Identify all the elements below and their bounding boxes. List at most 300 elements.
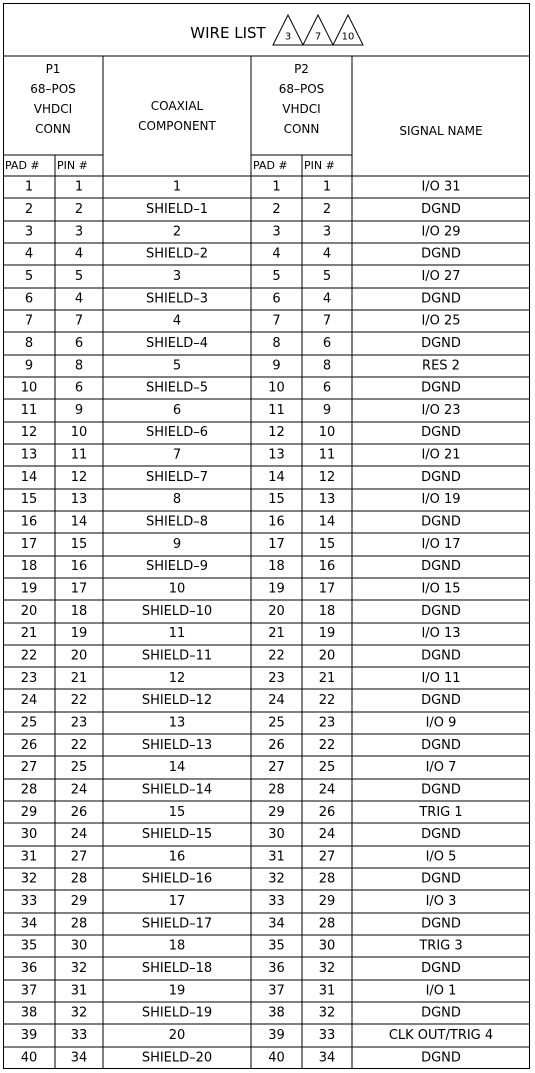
p2-pad-cell: 2 xyxy=(272,201,281,217)
p2-pad-cell: 7 xyxy=(272,313,281,329)
p1-pin-cell: 22 xyxy=(70,693,88,709)
p2-pad-cell: 25 xyxy=(268,715,285,731)
p1-pin-cell: 32 xyxy=(70,961,88,977)
p2-pad-cell: 27 xyxy=(268,760,285,776)
p2-pad-cell: 32 xyxy=(268,871,285,887)
p2-pin-cell: 21 xyxy=(318,670,336,686)
signal-cell: DGND xyxy=(421,1005,461,1021)
p2-pin-cell: 4 xyxy=(322,291,332,307)
p1-header-line: 68–POS xyxy=(30,82,76,96)
revision-number: 7 xyxy=(314,31,322,43)
p1-pad-cell: 6 xyxy=(24,291,34,307)
signal-cell: I/O 21 xyxy=(421,447,461,463)
p2-pad-cell: 19 xyxy=(268,581,285,597)
table-row xyxy=(21,1028,493,1043)
p2-pin-cell: 29 xyxy=(318,894,336,910)
p2-pin-cell: 5 xyxy=(322,268,332,284)
p2-pad-cell: 21 xyxy=(268,626,285,642)
p2-pin-cell: 24 xyxy=(318,827,336,843)
p1-pin-cell: 17 xyxy=(70,581,88,597)
p1-pin-cell: 8 xyxy=(74,358,84,374)
table-row xyxy=(21,470,461,485)
wire-list-sheet xyxy=(3,3,530,1069)
table-row xyxy=(21,1006,461,1021)
signal-cell: DGND xyxy=(421,246,461,262)
table-row xyxy=(21,448,461,463)
p2-pin-cell: 32 xyxy=(318,961,336,977)
p2-pin-cell: 22 xyxy=(318,737,336,753)
table-row xyxy=(21,559,461,574)
signal-cell: DGND xyxy=(421,737,461,753)
p2-pin-cell: 26 xyxy=(318,804,336,820)
signal-cell: I/O 27 xyxy=(421,268,461,284)
p1-pin-cell: 13 xyxy=(70,492,88,508)
p2-pad-cell: 15 xyxy=(268,492,285,508)
p1-pad-cell: 15 xyxy=(20,492,38,508)
table-row xyxy=(21,582,461,597)
p1-pin-cell: 16 xyxy=(70,559,88,575)
p2-pin-cell: 7 xyxy=(322,313,332,329)
table-row xyxy=(21,939,463,954)
p2-pin-cell: 6 xyxy=(322,380,332,396)
p2-pad-cell: 37 xyxy=(268,983,285,999)
p2-pin-cell: 6 xyxy=(322,335,332,351)
p1-pin-cell: 22 xyxy=(70,737,88,753)
p1-pad-cell: 33 xyxy=(20,894,38,910)
signal-cell: DGND xyxy=(421,514,461,530)
p2-pad-cell: 20 xyxy=(268,603,285,619)
signal-cell: DGND xyxy=(421,827,461,843)
coax-header-line: COAXIAL xyxy=(150,99,204,113)
p2-pad-cell: 34 xyxy=(268,916,285,932)
p1-pin-cell: 14 xyxy=(70,514,88,530)
table-row xyxy=(21,671,461,686)
p2-pad-cell: 24 xyxy=(268,693,285,709)
signal-cell: DGND xyxy=(421,916,461,932)
p1-pin-cell: 5 xyxy=(74,268,84,284)
p1-pad-cell: 10 xyxy=(20,380,38,396)
coax-cell: SHIELD–7 xyxy=(145,469,209,485)
signal-cell: I/O 29 xyxy=(421,224,461,240)
p2-pin-cell: 22 xyxy=(318,693,336,709)
p1-pin-cell: 34 xyxy=(70,1050,88,1066)
wire-list-grid xyxy=(3,3,530,1069)
signal-cell: DGND xyxy=(421,291,461,307)
p2-header-line: CONN xyxy=(283,122,320,136)
table-row xyxy=(21,805,463,820)
table-row xyxy=(21,872,461,887)
coax-cell: 15 xyxy=(168,804,186,820)
signal-cell: DGND xyxy=(421,603,461,619)
p2-pin-cell: 3 xyxy=(322,224,332,240)
p2-pin-cell: 9 xyxy=(322,402,332,418)
signal-cell: I/O 9 xyxy=(425,715,457,731)
p2-pad-cell: 8 xyxy=(272,335,281,351)
coax-cell: 20 xyxy=(168,1028,186,1044)
table-row xyxy=(21,760,457,775)
p1-header-line: VHDCI xyxy=(33,102,73,116)
p1-pin-cell: 24 xyxy=(70,782,88,798)
signal-cell: I/O 31 xyxy=(421,179,461,195)
p1-pin-cell: 33 xyxy=(70,1028,88,1044)
p2-pin-header: PIN # xyxy=(304,159,335,172)
signal-cell: DGND xyxy=(421,335,461,351)
p2-pad-cell: 22 xyxy=(268,648,285,664)
signal-cell: TRIG 1 xyxy=(419,804,463,820)
table-row xyxy=(21,425,461,440)
p2-pin-cell: 28 xyxy=(318,916,336,932)
coax-cell: 13 xyxy=(168,715,186,731)
coax-cell: SHIELD–16 xyxy=(141,871,213,887)
signal-cell: I/O 1 xyxy=(425,983,457,999)
coax-cell: SHIELD–18 xyxy=(141,961,213,977)
signal-cell: DGND xyxy=(421,425,461,441)
p1-pad-cell: 1 xyxy=(24,179,34,195)
p1-pin-cell: 7 xyxy=(74,313,84,329)
coax-cell: 6 xyxy=(172,402,182,418)
signal-cell: TRIG 3 xyxy=(419,938,463,954)
coax-cell: 18 xyxy=(168,938,186,954)
p2-pin-cell: 15 xyxy=(318,536,336,552)
table-row xyxy=(25,291,461,306)
p1-header-line: CONN xyxy=(35,122,71,136)
p1-pad-cell: 20 xyxy=(20,603,38,619)
p1-pin-cell: 31 xyxy=(70,983,88,999)
p2-pin-cell: 10 xyxy=(318,425,336,441)
p1-pin-cell: 28 xyxy=(70,871,88,887)
signal-cell: I/O 23 xyxy=(421,402,461,418)
table-row xyxy=(21,983,457,998)
p1-pad-cell: 19 xyxy=(20,581,38,597)
p1-pin-cell: 9 xyxy=(74,402,84,418)
coax-cell: 14 xyxy=(168,760,186,776)
p2-header-line: 68–POS xyxy=(278,82,325,96)
p1-pad-cell: 37 xyxy=(20,983,38,999)
p2-header-line: VHDCI xyxy=(282,102,321,116)
p2-pin-cell: 32 xyxy=(318,1005,336,1021)
table-row xyxy=(25,358,460,373)
p1-pad-cell: 13 xyxy=(20,447,38,463)
coax-header-line: COMPONENT xyxy=(138,119,216,133)
p2-pad-cell: 35 xyxy=(268,938,285,954)
title-text: WIRE LIST xyxy=(190,24,266,42)
coax-cell: SHIELD–12 xyxy=(141,693,213,709)
table-row xyxy=(21,782,461,797)
p1-pin-cell: 6 xyxy=(74,335,84,351)
p1-pin-cell: 23 xyxy=(70,715,88,731)
p1-pad-cell: 2 xyxy=(24,201,34,217)
p1-pin-cell: 21 xyxy=(70,670,88,686)
p1-pin-cell: 18 xyxy=(70,603,88,619)
p1-pin-cell: 29 xyxy=(70,894,88,910)
p1-pad-cell: 24 xyxy=(20,693,38,709)
coax-cell: 17 xyxy=(168,894,186,910)
p1-pin-cell: 4 xyxy=(74,246,84,262)
coax-cell: SHIELD–3 xyxy=(145,291,209,307)
p2-pin-cell: 23 xyxy=(318,715,336,731)
signal-name-header: SIGNAL NAME xyxy=(399,124,483,138)
p2-header-line: P2 xyxy=(294,62,309,76)
table-row xyxy=(21,1050,461,1065)
coax-cell: 16 xyxy=(168,849,186,865)
p2-pad-cell: 5 xyxy=(272,268,281,284)
p2-pin-cell: 18 xyxy=(318,603,336,619)
table-row xyxy=(21,403,461,418)
p1-pad-cell: 27 xyxy=(20,760,38,776)
p1-pad-cell: 5 xyxy=(24,268,34,284)
signal-cell: I/O 25 xyxy=(421,313,461,329)
p1-pad-cell: 7 xyxy=(24,313,34,329)
coax-cell: 19 xyxy=(168,983,186,999)
p2-pin-cell: 4 xyxy=(322,246,332,262)
p1-pin-cell: 19 xyxy=(70,626,88,642)
table-row xyxy=(21,537,461,552)
p1-pin-cell: 25 xyxy=(70,760,88,776)
p1-pad-cell: 22 xyxy=(20,648,38,664)
p2-pin-cell: 34 xyxy=(318,1050,336,1066)
coax-cell: 2 xyxy=(172,224,182,240)
coax-cell: 10 xyxy=(168,581,186,597)
p1-pin-cell: 30 xyxy=(70,938,88,954)
coax-cell: SHIELD–13 xyxy=(141,737,213,753)
signal-cell: I/O 15 xyxy=(421,581,461,597)
p2-pad-cell: 12 xyxy=(268,425,285,441)
p2-pad-cell: 26 xyxy=(268,737,285,753)
signal-cell: I/O 7 xyxy=(425,760,457,776)
p2-pin-cell: 25 xyxy=(318,760,336,776)
coax-cell: SHIELD–6 xyxy=(145,425,209,441)
p2-pad-cell: 39 xyxy=(268,1028,285,1044)
table-row xyxy=(21,515,461,530)
table-row xyxy=(21,827,461,842)
p1-pin-cell: 26 xyxy=(70,804,88,820)
p2-pin-cell: 13 xyxy=(318,492,336,508)
p2-pin-cell: 33 xyxy=(318,1028,336,1044)
p1-pad-cell: 3 xyxy=(24,224,34,240)
p2-pad-cell: 6 xyxy=(272,291,281,307)
p2-pin-cell: 8 xyxy=(322,358,332,374)
p1-pad-cell: 17 xyxy=(20,536,38,552)
p2-pad-cell: 38 xyxy=(268,1005,285,1021)
signal-cell: I/O 19 xyxy=(421,492,461,508)
p1-pin-cell: 12 xyxy=(70,469,88,485)
coax-cell: SHIELD–4 xyxy=(145,335,209,351)
signal-cell: DGND xyxy=(421,1050,461,1066)
coax-cell: 1 xyxy=(172,179,182,195)
p2-pin-cell: 20 xyxy=(318,648,336,664)
coax-cell: SHIELD–9 xyxy=(145,559,209,575)
coax-cell: SHIELD–17 xyxy=(141,916,213,932)
p2-pin-cell: 14 xyxy=(318,514,336,530)
table-row xyxy=(25,224,461,239)
p1-pin-cell: 4 xyxy=(74,291,84,307)
table-row xyxy=(25,247,461,262)
table-row xyxy=(21,492,461,507)
table-row xyxy=(25,269,461,284)
coax-cell: 3 xyxy=(172,268,182,284)
table-row xyxy=(21,715,457,730)
p2-pad-cell: 9 xyxy=(272,358,281,374)
p2-pin-cell: 28 xyxy=(318,871,336,887)
coax-cell: SHIELD–19 xyxy=(141,1005,213,1021)
p1-pad-cell: 28 xyxy=(20,782,38,798)
p2-pin-cell: 12 xyxy=(318,469,336,485)
p2-pad-cell: 28 xyxy=(268,782,285,798)
table-row xyxy=(21,381,461,396)
table-row xyxy=(21,693,461,708)
coax-cell: SHIELD–2 xyxy=(145,246,209,262)
p2-pad-cell: 23 xyxy=(268,670,285,686)
p2-pad-cell: 16 xyxy=(268,514,285,530)
p2-pad-cell: 31 xyxy=(268,849,285,865)
table-row xyxy=(21,961,461,976)
coax-cell: 9 xyxy=(172,536,182,552)
p2-pin-cell: 17 xyxy=(318,581,336,597)
table-row xyxy=(21,738,461,753)
p1-pad-cell: 30 xyxy=(20,827,38,843)
p1-pad-cell: 34 xyxy=(20,916,38,932)
p2-pin-cell: 30 xyxy=(318,938,336,954)
p2-pin-cell: 1 xyxy=(322,179,332,195)
p1-pin-cell: 24 xyxy=(70,827,88,843)
coax-cell: SHIELD–11 xyxy=(141,648,213,664)
p1-pin-cell: 28 xyxy=(70,916,88,932)
table-row xyxy=(21,604,461,619)
p1-pad-cell: 38 xyxy=(20,1005,38,1021)
signal-cell: DGND xyxy=(421,648,461,664)
p1-pin-header: PIN # xyxy=(57,159,88,172)
coax-cell: SHIELD–15 xyxy=(141,827,213,843)
p1-pin-cell: 20 xyxy=(70,648,88,664)
table-row xyxy=(21,626,461,641)
signal-cell: DGND xyxy=(421,961,461,977)
table-row xyxy=(21,849,457,864)
p1-pin-cell: 11 xyxy=(70,447,88,463)
table-row xyxy=(25,336,461,351)
p2-pin-cell: 19 xyxy=(318,626,336,642)
p2-pad-cell: 3 xyxy=(272,224,281,240)
p2-pad-cell: 11 xyxy=(268,402,285,418)
p2-pad-cell: 14 xyxy=(268,469,285,485)
p1-pin-cell: 32 xyxy=(70,1005,88,1021)
p1-pad-cell: 16 xyxy=(20,514,38,530)
p1-pin-cell: 15 xyxy=(70,536,88,552)
p2-pin-cell: 24 xyxy=(318,782,336,798)
p2-pad-cell: 17 xyxy=(268,536,285,552)
signal-cell: I/O 11 xyxy=(421,670,461,686)
signal-cell: DGND xyxy=(421,693,461,709)
p1-pad-cell: 23 xyxy=(20,670,38,686)
p2-pad-cell: 40 xyxy=(268,1050,285,1066)
p2-pin-cell: 27 xyxy=(318,849,336,865)
p1-pin-cell: 2 xyxy=(74,201,84,217)
p2-pad-cell: 10 xyxy=(268,380,285,396)
table-row xyxy=(21,916,461,931)
p1-pad-cell: 18 xyxy=(20,559,38,575)
coax-cell: SHIELD–14 xyxy=(141,782,213,798)
p1-pin-cell: 6 xyxy=(74,380,84,396)
signal-cell: RES 2 xyxy=(422,358,460,374)
coax-cell: 7 xyxy=(172,447,182,463)
p1-pad-cell: 39 xyxy=(20,1028,38,1044)
p1-pad-cell: 14 xyxy=(20,469,38,485)
p2-pad-cell: 1 xyxy=(272,179,281,195)
p2-pad-cell: 18 xyxy=(268,559,285,575)
coax-cell: 4 xyxy=(172,313,182,329)
p1-pin-cell: 10 xyxy=(70,425,88,441)
coax-cell: SHIELD–20 xyxy=(141,1050,213,1066)
p2-pin-cell: 16 xyxy=(318,559,336,575)
p1-pad-cell: 31 xyxy=(20,849,38,865)
signal-cell: I/O 3 xyxy=(425,894,457,910)
p1-pad-cell: 26 xyxy=(20,737,38,753)
coax-cell: 12 xyxy=(168,670,186,686)
p1-pad-header: PAD # xyxy=(5,159,40,172)
p2-pad-cell: 30 xyxy=(268,827,285,843)
p2-pad-header: PAD # xyxy=(253,159,288,172)
p2-pad-cell: 4 xyxy=(272,246,281,262)
p1-pad-cell: 36 xyxy=(20,961,38,977)
p2-pad-cell: 33 xyxy=(268,894,285,910)
p1-pad-cell: 29 xyxy=(20,804,38,820)
signal-cell: I/O 13 xyxy=(421,626,461,642)
signal-cell: I/O 17 xyxy=(421,536,461,552)
p1-pad-cell: 9 xyxy=(24,358,34,374)
table-row xyxy=(25,314,461,329)
p1-pad-cell: 25 xyxy=(20,715,38,731)
p1-pad-cell: 4 xyxy=(24,246,34,262)
coax-cell: SHIELD–5 xyxy=(145,380,209,396)
coax-cell: SHIELD–8 xyxy=(145,514,209,530)
p1-pad-cell: 11 xyxy=(20,402,38,418)
table-row xyxy=(25,202,461,217)
p1-pin-cell: 1 xyxy=(74,179,84,195)
signal-cell: DGND xyxy=(421,380,461,396)
signal-cell: CLK OUT/TRIG 4 xyxy=(388,1028,494,1044)
p2-pin-cell: 31 xyxy=(318,983,336,999)
signal-cell: DGND xyxy=(421,871,461,887)
p2-pin-cell: 11 xyxy=(318,447,336,463)
table-row xyxy=(21,894,457,909)
table-row xyxy=(25,180,461,195)
coax-cell: 11 xyxy=(168,626,186,642)
coax-cell: 5 xyxy=(172,358,182,374)
p2-pin-cell: 2 xyxy=(322,201,332,217)
p1-pad-cell: 35 xyxy=(20,938,38,954)
signal-cell: DGND xyxy=(421,782,461,798)
p1-pad-cell: 8 xyxy=(24,335,34,351)
p1-pad-cell: 32 xyxy=(20,871,38,887)
coax-cell: SHIELD–10 xyxy=(141,603,213,619)
signal-cell: I/O 5 xyxy=(425,849,457,865)
signal-cell: DGND xyxy=(421,559,461,575)
p2-pad-cell: 36 xyxy=(268,961,285,977)
p1-pad-cell: 21 xyxy=(20,626,38,642)
p2-pad-cell: 13 xyxy=(268,447,285,463)
p1-pad-cell: 40 xyxy=(20,1050,38,1066)
p1-header-line: P1 xyxy=(45,62,61,76)
revision-number: 3 xyxy=(284,31,292,43)
table-row xyxy=(21,648,461,663)
p2-pad-cell: 29 xyxy=(268,804,285,820)
signal-cell: DGND xyxy=(421,469,461,485)
revision-number: 10 xyxy=(341,31,355,43)
coax-cell: 8 xyxy=(172,492,182,508)
p1-pin-cell: 3 xyxy=(74,224,84,240)
p1-pin-cell: 27 xyxy=(70,849,88,865)
signal-cell: DGND xyxy=(421,201,461,217)
p1-pad-cell: 12 xyxy=(20,425,38,441)
